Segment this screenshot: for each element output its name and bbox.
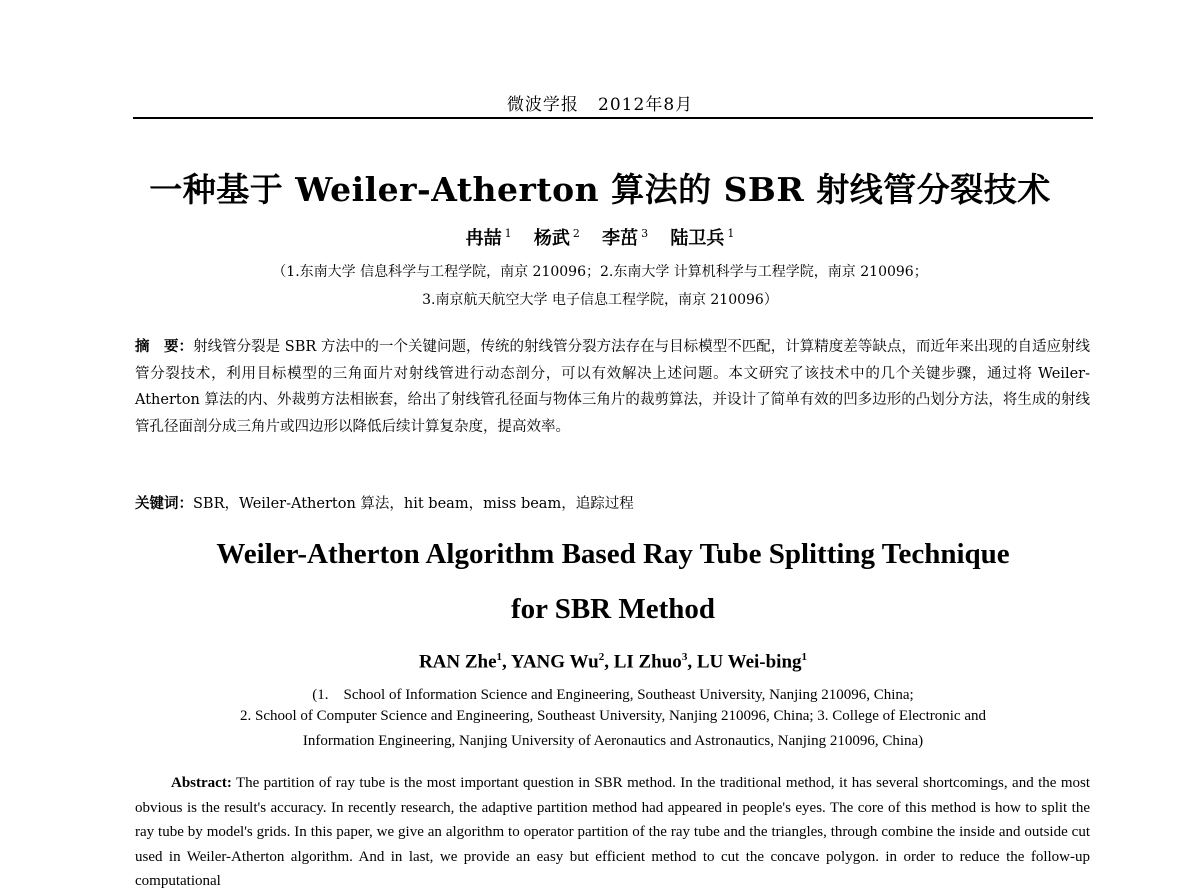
author-name: 冉喆 [465,228,502,249]
chinese-keywords-text: SBR，Weiler-Atherton 算法，hit beam，miss beam，追踪过程 [193,496,634,512]
english-abstract-text: The partition of ray tube is the most important question in SBR method. In the traditional method, it has several shortcomings, and the most obvious is the result's accuracy. In recently research, the adaptive partition method had appeared in people's eyes. The core of this method is how to split the ray tube by model's grids. In this paper, we give an algorithm to operator partition of the ray tube and the triangles, through combine the inside and outside cut used in Weiler-Atherton algorithm. And in last, we provide an easy but efficient method to cut the concave polygon. in order to reduce the follow-up computational [135,775,1090,889]
chinese-author [466,228,512,249]
header-rule [133,117,1093,119]
running-head: 微波学报 2012年8月 [506,95,694,115]
author-affiliation-mark: 2 [598,651,605,663]
author-name: YANG Wu [510,651,599,673]
english-abstract-label: Abstract: [171,775,232,791]
chinese-author [534,228,580,249]
english-affiliation-line: (1. School of Information Science and Engineering, Southeast University, Nanjing 210096, China; [312,687,914,703]
author-name: LI Zhuo [613,651,682,673]
author-affiliation-mark: 1 [504,227,512,240]
author-name: LU Wei-bing [696,651,802,673]
chinese-affiliation-line: （1.东南大学 信息科学与工程学院，南京 210096；2.东南大学 计算机科学与工程学院，南京 210096； [272,264,928,280]
english-title-line: for SBR Method [510,593,716,625]
chinese-affiliation-line: 3.南京航天航空大学 电子信息工程学院，南京 210096） [422,292,778,308]
author-name: RAN Zhe [418,651,497,673]
chinese-abstract-label: 摘 要： [135,338,194,355]
author-name: 杨武 [533,228,570,249]
author-affiliation-mark: 1 [801,651,808,663]
english-affiliation-line: Information Engineering, Nanjing University of Aeronautics and Astronautics, Nanjing 210096, China) [302,733,924,749]
author-name: 陆卫兵 [670,228,725,249]
chinese-keywords-label: 关键词： [135,495,193,512]
english-abstract [135,771,1090,894]
english-affiliation-line: 2. School of Computer Science and Engineering, Southeast University, Nanjing 210096, China; 3. College of Electronic and [240,708,986,724]
author-affiliation-mark: 2 [572,227,580,240]
chinese-author [602,228,648,249]
chinese-abstract [135,334,1090,440]
author-affiliation-mark: 3 [681,651,688,663]
author-affiliation-mark: 1 [496,651,503,663]
author-affiliation-mark: 3 [641,227,649,240]
chinese-title: 一种基于 Weiler-Atherton 算法的 SBR 射线管分裂技术 [149,170,1051,209]
chinese-abstract-text: 射线管分裂是 SBR 方法中的一个关键问题，传统的射线管分裂方法存在与目标模型不匹配，计算精度差等缺点，而近年来出现的自适应射线管分裂技术，利用目标模型的三角面片对射线管进行动态剖分，可以有效解决上述问题。本文研究了该技术中的几个关键步骤，通过将 Weiler- Atherton 算法的内、外裁剪方法相嵌套，给出了射线管孔径面与物体三角片的裁剪算法，并设计了简单有效的凹多边形的凸划分方法，将生成的射线管孔径面剖分成三角片或四边形以降低后续计算复杂度，提高效率。 [135,339,1090,435]
chinese-author [670,228,734,249]
author-name: 李茁 [602,228,639,249]
author-affiliation-mark: 1 [727,227,735,240]
english-title-line: Weiler-Atherton Algorithm Based Ray Tube Splitting Technique [216,538,1010,570]
english-authors: RAN Zhe$^1$, YANG Wu$^2$, LI Zhuo$^3$, LU Wei-bing$^1$ [418,651,808,673]
chinese-authors [0,224,1200,250]
chinese-keywords [135,492,1090,513]
